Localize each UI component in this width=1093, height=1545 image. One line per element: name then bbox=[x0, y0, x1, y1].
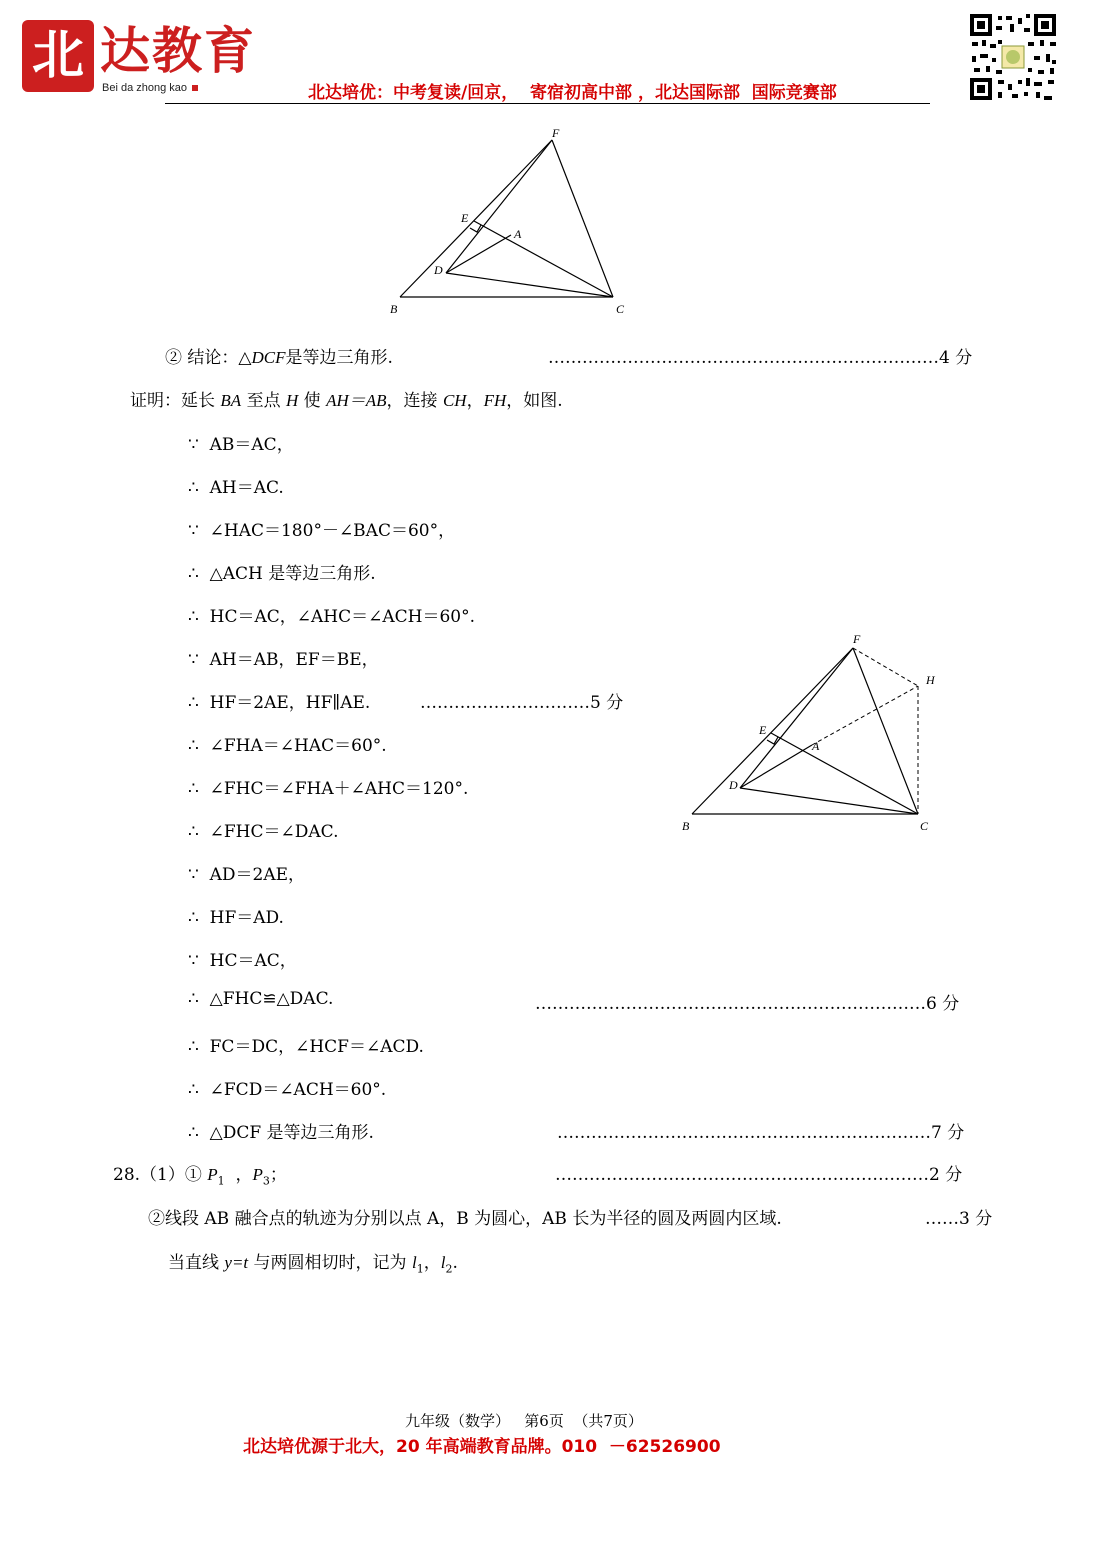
proof-step: ∴ △DCF 是等边三角形. bbox=[188, 1123, 374, 1143]
label-C: C bbox=[616, 302, 625, 316]
score-2: …………………………………………………………2 分 bbox=[555, 1165, 963, 1185]
label-B: B bbox=[682, 819, 690, 833]
proof-step: ∵ AH＝AB，EF＝BE， bbox=[188, 650, 379, 670]
proof-step: ∵ AB＝AC， bbox=[188, 435, 294, 455]
label-F: F bbox=[853, 632, 861, 646]
proof-step: ∵ ∠HAC＝180°－∠BAC＝60°， bbox=[188, 521, 456, 541]
seg-BF bbox=[692, 648, 853, 814]
label-H: H bbox=[926, 673, 935, 687]
score-4: ……………………………………………………………4 分 bbox=[548, 348, 973, 368]
proof-step: ∵ HC＝AC， bbox=[188, 951, 297, 971]
seg-DC bbox=[446, 273, 613, 297]
seg-DA bbox=[446, 235, 511, 273]
score-6: ……………………………………………………………6 分 bbox=[535, 994, 960, 1014]
seg-FC bbox=[552, 140, 613, 297]
page-number: 九年级（数学） 第6页 （共7页） bbox=[405, 1412, 643, 1430]
q28-part3: 当直线 y=t 与两圆相切时，记为 $l_1$，$l_2$. bbox=[168, 1253, 458, 1276]
q28-part1: 28.（1）① $P_1$ ，$P_3$； bbox=[113, 1165, 287, 1188]
score-5: …………………………5 分 bbox=[420, 693, 624, 713]
proof-step: ∴ HF＝2AE，HF∥AE. bbox=[188, 693, 371, 713]
label-D: D bbox=[729, 778, 738, 792]
geometry-figure-1 bbox=[380, 120, 640, 320]
logo-name: 达教育 bbox=[100, 21, 256, 80]
proof-step: ∴ HC＝AC，∠AHC＝∠ACH＝60°. bbox=[188, 607, 475, 627]
proof-step: ∵ AD＝2AE， bbox=[188, 865, 306, 885]
label-E: E bbox=[461, 211, 469, 225]
proof-step: ∴ HF＝AD. bbox=[188, 908, 284, 928]
proof-intro: 证明：延长 BA 至点 H 使 AH＝AB，连接 CH，FH，如图. bbox=[130, 391, 563, 411]
seg-DF bbox=[446, 140, 552, 273]
seg-EC bbox=[771, 733, 918, 814]
label-E: E bbox=[759, 723, 767, 737]
header-divider bbox=[165, 103, 930, 104]
proof-step: ∴ △ACH 是等边三角形. bbox=[188, 564, 376, 584]
seg-DF bbox=[740, 648, 853, 788]
proof-step: ∴ ∠FHC＝∠FHA＋∠AHC＝120°. bbox=[188, 779, 469, 799]
proof-step: ∴ ∠FHC＝∠DAC. bbox=[188, 822, 339, 842]
qr-code-icon bbox=[968, 12, 1058, 102]
logo-seal: 北 bbox=[22, 20, 94, 92]
seg-AH bbox=[812, 686, 918, 745]
seg-FH bbox=[853, 648, 918, 686]
label-B: B bbox=[390, 302, 398, 316]
seg-EC bbox=[474, 221, 613, 297]
score-7: …………………………………………………………7 分 bbox=[557, 1123, 965, 1143]
logo-subtitle: Bei da zhong kao bbox=[102, 82, 198, 94]
proof-step: ∴ △FHC≌△DAC. bbox=[188, 989, 334, 1009]
footer-slogan: 北达培优源于北大，20 年高端教育品牌。010 －62526900 bbox=[243, 1437, 721, 1457]
proof-step: ∴ ∠FHA＝∠HAC＝60°. bbox=[188, 736, 387, 756]
label-F: F bbox=[552, 126, 560, 140]
geometry-figure-2 bbox=[670, 625, 950, 840]
seg-FC bbox=[853, 648, 918, 814]
conclusion-line: ② 结论：△DCF是等边三角形. bbox=[165, 348, 393, 368]
label-D: D bbox=[434, 263, 443, 277]
proof-step: ∴ ∠FCD＝∠ACH＝60°. bbox=[188, 1080, 387, 1100]
q28-part2: ②线段 AB 融合点的轨迹为分别以点 A，B 为圆心，AB 长为半径的圆及两圆内区域. bbox=[148, 1209, 782, 1229]
seg-BF bbox=[400, 140, 552, 297]
label-C: C bbox=[920, 819, 929, 833]
proof-step: ∴ AH＝AC. bbox=[188, 478, 284, 498]
seg-DA bbox=[740, 745, 812, 788]
score-3: ……3 分 bbox=[925, 1209, 993, 1229]
logo bbox=[22, 20, 282, 102]
seg-DC bbox=[740, 788, 918, 814]
header-slogan: 北达培优：中考复读/回京， 寄宿初高中部 ，北达国际部 国际竞赛部 bbox=[308, 83, 837, 103]
label-A: A bbox=[812, 739, 820, 753]
label-A: A bbox=[514, 227, 522, 241]
proof-step: ∴ FC＝DC，∠HCF＝∠ACD. bbox=[188, 1037, 424, 1057]
